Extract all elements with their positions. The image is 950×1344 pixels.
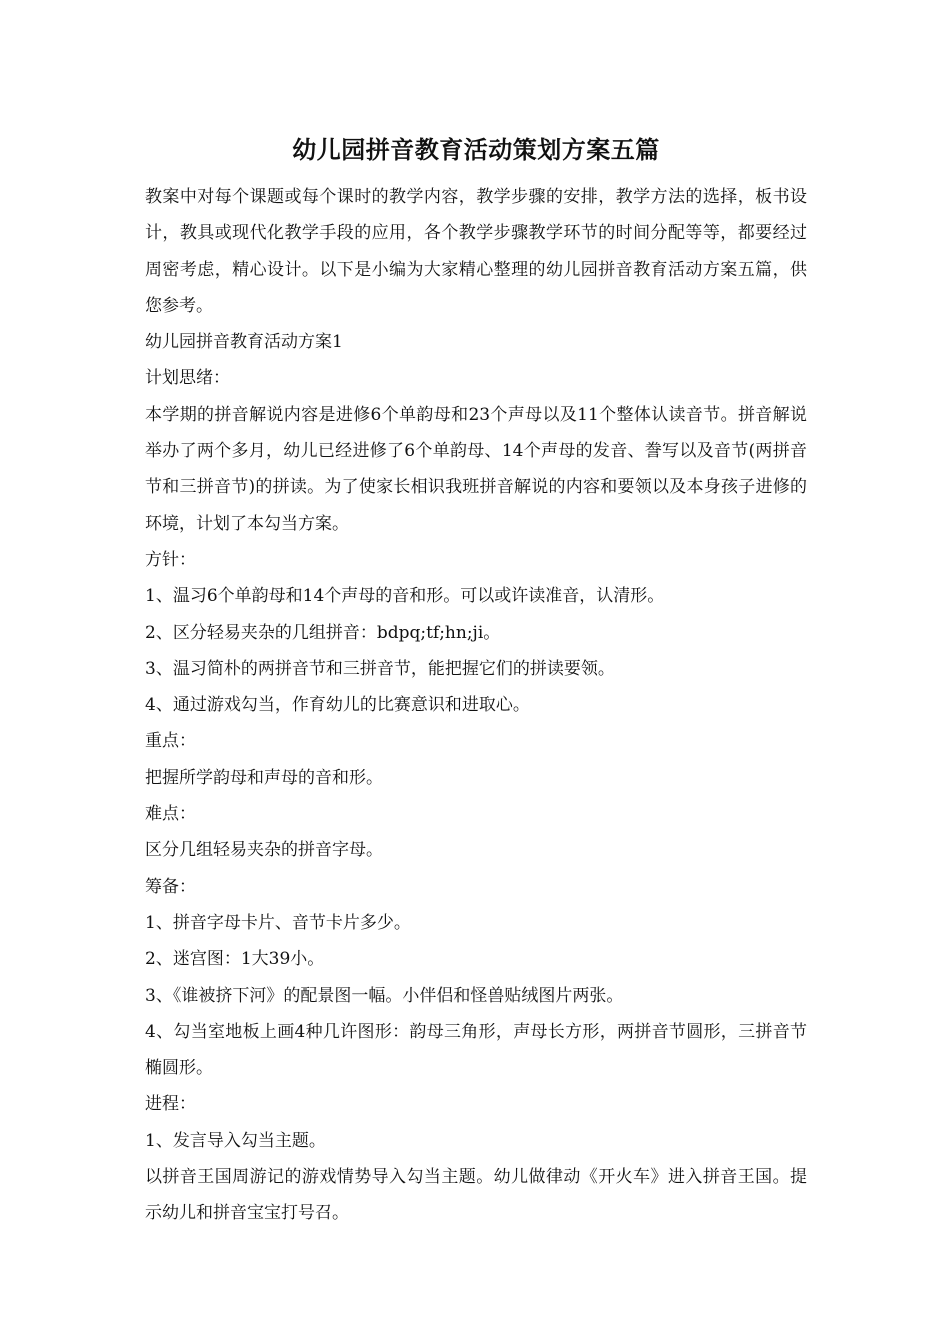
label-key-point: 重点： — [145, 731, 196, 752]
preparation-item: 4、勾当室地板上画4种几许图形：韵母三角形，声母长方形，两拼音节圆形，三拼音节椭圆形。 — [145, 1021, 807, 1079]
document-page — [145, 133, 807, 1232]
process-step: 1、发言导入勾当主题。 — [145, 1130, 326, 1151]
section-heading-plan-1: 幼儿园拼音教育活动方案1 — [145, 332, 343, 353]
preparation-item: 1、拼音字母卡片、音节卡片多少。 — [145, 912, 411, 933]
key-point-text: 把握所学韵母和声母的音和形。 — [145, 767, 383, 788]
process-step-text: 以拼音王国周游记的游戏情势导入勾当主题。幼儿做律动《开火车》进入拼音王国。提示幼儿和拼音宝宝打号召。 — [145, 1167, 807, 1224]
goal-item: 2、区分轻易夹杂的几组拼音：bdpq;tf;hn;ji。 — [145, 622, 501, 643]
goal-item: 3、温习简朴的两拼音节和三拼音节，能把握它们的拼读要领。 — [145, 658, 615, 679]
plan-thoughts-text: 本学期的拼音解说内容是进修6个单韵母和23个声母以及11个整体认读音节。拼音解说举办了两个多月，幼儿已经进修了6个单韵母、14个声母的发音、誊写以及音节(两拼音节和三拼音节)的拼读。为了使家长相识我班拼音解说的内容和要领以及本身孩子进修的环境，计划了本勾当方案。 — [145, 404, 807, 534]
label-process: 进程： — [145, 1094, 196, 1115]
preparation-item: 2、迷宫图：1大39小。 — [145, 949, 325, 970]
difficulty-text: 区分几组轻易夹杂的拼音字母。 — [145, 840, 383, 861]
label-goals: 方针： — [145, 549, 196, 570]
label-plan-thoughts: 计划思绪： — [145, 368, 230, 389]
intro-paragraph: 教案中对每个课题或每个课时的教学内容，教学步骤的安排，教学方法的选择，板书设计，教具或现代化教学手段的应用，各个教学步骤教学环节的时间分配等等，都要经过周密考虑，精心设计。以下是小编为大家精心整理的幼儿园拼音教育活动方案五篇，供您参考。 — [145, 187, 807, 316]
preparation-item: 3、《谁被挤下河》的配景图一幅。小伴侣和怪兽贴绒图片两张。 — [145, 985, 624, 1006]
goal-item: 1、温习6个单韵母和14个声母的音和形。可以或许读准音，认清形。 — [145, 586, 665, 607]
label-difficulty: 难点： — [145, 804, 196, 825]
document-title: 幼儿园拼音教育活动策划方案五篇 — [292, 135, 660, 164]
goal-item: 4、通过游戏勾当，作育幼儿的比赛意识和进取心。 — [145, 695, 530, 716]
label-preparation: 筹备： — [145, 876, 196, 897]
